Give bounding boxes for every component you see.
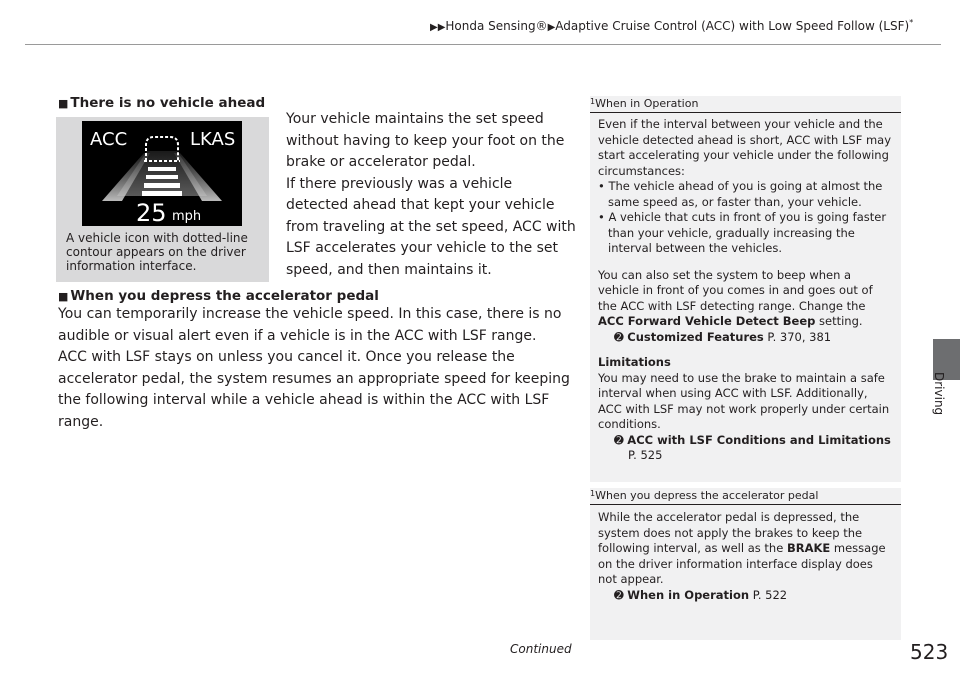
- note2-ref-pages: P. 522: [749, 587, 788, 602]
- note1-title-text: When in Operation: [595, 97, 699, 110]
- section1-paragraph: [286, 109, 576, 281]
- note1-beep-text-end: setting.: [815, 314, 863, 328]
- lkas-label: LKAS: [190, 129, 236, 150]
- note2-rule: [590, 504, 901, 505]
- note2-text-end: message on the driver information interface display does not appear.: [598, 541, 886, 586]
- speed-unit: mph: [172, 209, 202, 224]
- driver-info-figure: [56, 117, 269, 282]
- header-divider: [25, 44, 941, 45]
- page-header-breadcrumb: [430, 18, 913, 33]
- note1-bullet-2-text: A vehicle that cuts in front of you is going faster than your vehicle, gradually increasing the interval between the vehicles.: [608, 210, 887, 255]
- figure-caption: A vehicle icon with dotted-line contour appears on the driver information interface.: [66, 231, 248, 273]
- note-marker-icon: 1: [590, 489, 596, 498]
- note2-body: [598, 510, 894, 603]
- continued-label: Continued: [510, 642, 572, 656]
- section2-paragraph-1: You can temporarily increase the vehicle speed. In this case, there is no audible or visual alert even if a vehicle is in the ACC with LSF range.: [58, 306, 562, 344]
- driver-info-screen: [82, 121, 242, 226]
- note1-limitations-heading: Limitations: [598, 355, 671, 369]
- note2-title: [590, 489, 818, 502]
- note2-ref[interactable]: [598, 588, 894, 604]
- breadcrumb-honda-sensing: Honda Sensing®: [445, 19, 548, 33]
- reference-arrow-icon: ➋: [614, 587, 624, 602]
- side-tab-label-wrap: [930, 372, 950, 422]
- note2-ref-label[interactable]: When in Operation: [627, 587, 750, 602]
- note2-text: While the accelerator pedal is depressed, the system does not apply the brakes to keep the following interval, as well as the: [598, 510, 863, 555]
- speed-value: 25: [136, 199, 167, 226]
- square-bullet-icon: ■: [58, 97, 69, 110]
- note-marker-icon: 1: [590, 97, 596, 106]
- note1-ref1[interactable]: [598, 330, 894, 346]
- section-heading-text: There is no vehicle ahead: [70, 95, 266, 111]
- note1-ref1-pages: P. 370, 381: [763, 329, 832, 344]
- note1-body: [598, 117, 894, 464]
- breadcrumb-acc: Adaptive Cruise Control (ACC) with Low Speed Follow (LSF): [555, 19, 910, 33]
- section-heading-text: When you depress the accelerator pedal: [70, 288, 379, 304]
- square-bullet-icon: ■: [58, 290, 69, 303]
- note1-beep-setting: ACC Forward Vehicle Detect Beep: [598, 314, 816, 328]
- note1-bullet-1: • The vehicle ahead of you is going at almost the same speed as, or faster than, your vehicle.: [598, 179, 883, 209]
- note2-brake-label: BRAKE: [786, 541, 831, 555]
- note1-beep-text: You can also set the system to beep when a vehicle in front of you comes in and goes out of the ACC with LSF detecting range. Change the: [598, 267, 873, 313]
- note1-intro: Even if the interval between your vehicle and the vehicle detected ahead is short, ACC with LSF may start accelerating your vehicle under the following circumstances:: [598, 117, 892, 178]
- note1-ref2-label[interactable]: ACC with LSF Conditions and Limitations: [627, 432, 891, 447]
- section-heading-accelerator: [58, 288, 379, 304]
- acc-display-graphic: [82, 121, 242, 226]
- note1-ref1-label[interactable]: Customized Features: [627, 329, 764, 344]
- breadcrumb-asterisk: *: [909, 18, 914, 27]
- note2-title-text: When you depress the accelerator pedal: [595, 489, 819, 502]
- reference-arrow-icon: ➋: [614, 432, 624, 447]
- section1-paragraph-1: Your vehicle maintains the set speed without having to keep your foot on the brake or accelerator pedal.: [286, 111, 565, 170]
- section2-paragraph-2: ACC with LSF stays on unless you cancel it. Once you release the accelerator pedal, the system resumes an appropriate speed for keeping the following interval while a vehicle ahead is within the ACC with LSF range.: [58, 349, 570, 430]
- side-tab-label: Driving: [932, 372, 946, 416]
- note1-bullet-2: • A vehicle that cuts in front of you is going faster than your vehicle, gradually increasing the interval between the vehicles.: [598, 210, 887, 255]
- note1-ref2-pages: P. 525: [628, 448, 663, 462]
- note1-ref2[interactable]: [598, 433, 894, 449]
- breadcrumb-arrow-icon: ▶▶: [430, 22, 446, 33]
- note1-title: [590, 97, 698, 110]
- note1-limitations-text: You may need to use the brake to maintain a safe interval when using ACC with LSF. Additionally, ACC with LSF may not work properly under certain conditions.: [598, 370, 890, 431]
- section-heading-no-vehicle: [58, 95, 265, 111]
- breadcrumb-arrow-icon: ▶: [547, 22, 556, 33]
- reference-arrow-icon: ➋: [614, 329, 624, 344]
- section2-paragraph: [58, 304, 578, 433]
- acc-label: ACC: [90, 129, 128, 150]
- section1-paragraph-2: If there previously was a vehicle detected ahead that kept your vehicle from traveling at the set speed, ACC with LSF accelerates your vehicle to the set speed, and then maintains it.: [286, 175, 576, 278]
- page-number: 523: [910, 640, 949, 664]
- note1-rule: [590, 112, 901, 113]
- note1-bullet-1-text: The vehicle ahead of you is going at almost the same speed as, or faster than, your vehicle.: [608, 179, 883, 209]
